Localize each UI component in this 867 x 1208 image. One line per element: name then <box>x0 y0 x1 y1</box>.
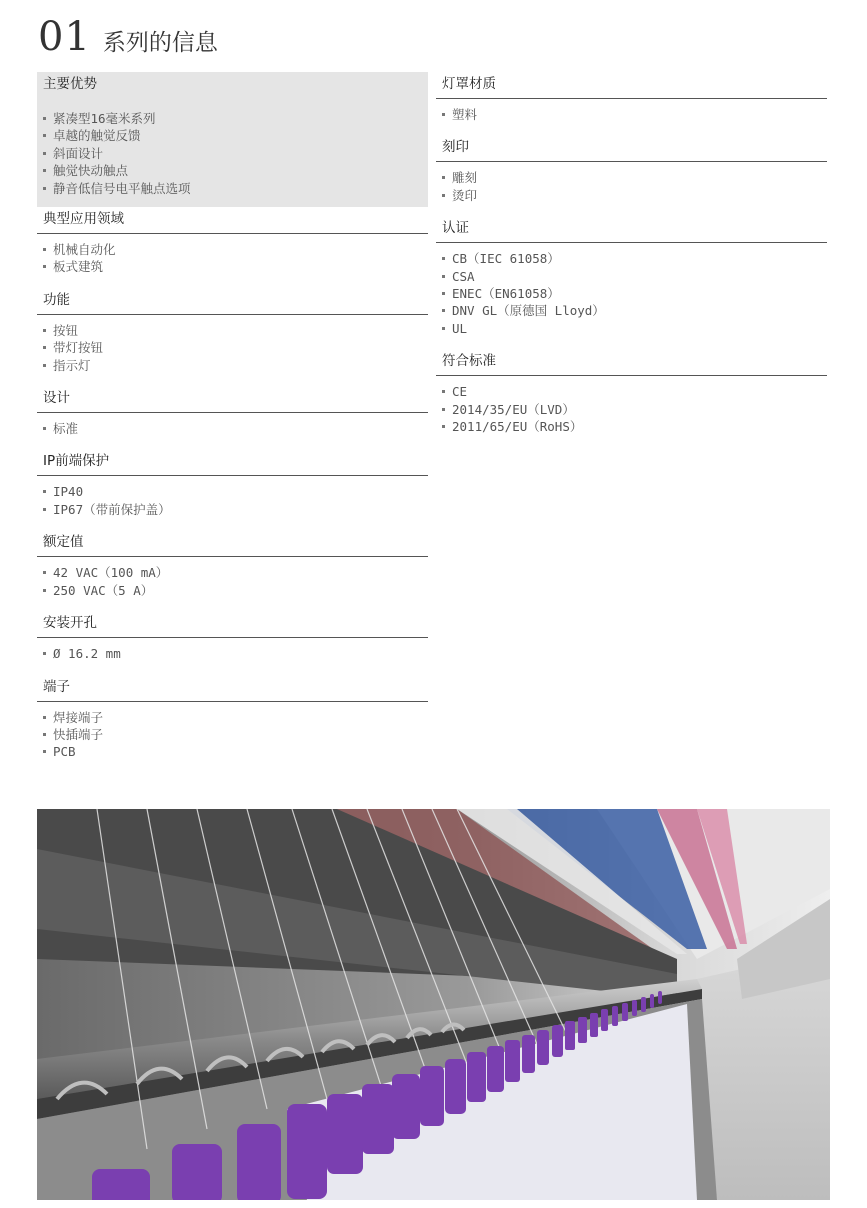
section-heading: 刻印 <box>436 135 827 162</box>
list-item: 2014/35/EU（LVD） <box>442 401 827 418</box>
spinning-mill-illustration <box>37 809 830 1200</box>
spec-list <box>37 476 428 530</box>
list-item: 2011/65/EU（RoHS） <box>442 418 827 435</box>
section-heading: 功能 <box>37 288 428 315</box>
list-item: 带灯按钮 <box>43 339 428 356</box>
section-heading: 主要优势 <box>43 76 97 92</box>
bullet-icon <box>442 425 445 428</box>
list-item: CE <box>442 383 827 400</box>
section-heading: 认证 <box>436 216 827 243</box>
spec-list <box>37 557 428 611</box>
bullet-icon <box>43 152 46 155</box>
bullet-icon <box>442 390 445 393</box>
section-heading: 典型应用领域 <box>37 207 428 234</box>
bullet-icon <box>442 113 445 116</box>
section-title: 系列的信息 <box>102 30 218 56</box>
section-heading: 端子 <box>37 675 428 702</box>
bullet-icon <box>43 346 46 349</box>
bullet-icon <box>43 733 46 736</box>
spec-list <box>37 413 428 449</box>
section-number: 01 <box>38 14 91 60</box>
spec-list <box>436 162 827 216</box>
right-column <box>436 72 827 447</box>
bullet-icon <box>43 750 46 753</box>
spec-section-functions <box>37 288 428 386</box>
list-item: 标准 <box>43 420 428 437</box>
bullet-icon <box>43 571 46 574</box>
textile-machine-photo <box>37 809 830 1200</box>
list-item: 卓越的触觉反馈 <box>43 127 428 144</box>
list-item: 板式建筑 <box>43 258 428 275</box>
list-item: IP40 <box>43 483 428 500</box>
section-heading: 安装开孔 <box>37 611 428 638</box>
spec-section-applications <box>37 207 428 288</box>
bullet-icon <box>43 508 46 511</box>
bullet-icon <box>43 134 46 137</box>
list-item: 静音低信号电平触点选项 <box>43 180 428 197</box>
bullet-icon <box>442 327 445 330</box>
bullet-icon <box>43 427 46 430</box>
list-item: 紧凑型16毫米系列 <box>43 110 428 127</box>
list-item: 焊接端子 <box>43 709 428 726</box>
bullet-icon <box>43 117 46 120</box>
spec-section-design <box>37 386 428 449</box>
spec-list <box>436 243 827 349</box>
bullet-icon <box>442 309 445 312</box>
bullet-icon <box>442 408 445 411</box>
bullet-icon <box>442 194 445 197</box>
spec-list <box>37 234 428 288</box>
list-item: 触觉快动触点 <box>43 162 428 179</box>
section-heading: 灯罩材质 <box>436 72 827 99</box>
list-item: PCB <box>43 743 428 760</box>
list-item: 雕刻 <box>442 169 827 186</box>
spec-list <box>436 99 827 135</box>
bullet-icon <box>43 248 46 251</box>
bullet-icon <box>43 364 46 367</box>
spec-section-ratings <box>37 530 428 611</box>
list-item: CSA <box>442 268 827 285</box>
spec-section-mounting-hole <box>37 611 428 674</box>
spec-section-marking <box>436 135 827 216</box>
section-heading: 额定值 <box>37 530 428 557</box>
list-item: 机械自动化 <box>43 241 428 258</box>
list-item: 塑料 <box>442 106 827 123</box>
bullet-icon <box>43 329 46 332</box>
bullet-icon <box>43 169 46 172</box>
spec-section-lens-material <box>436 72 827 135</box>
bullet-icon <box>442 257 445 260</box>
bullet-icon <box>43 589 46 592</box>
list-item: 指示灯 <box>43 357 428 374</box>
left-column <box>37 72 428 773</box>
list-item: DNV GL（原德国 Lloyd） <box>442 302 827 319</box>
section-heading: IP前端保护 <box>37 449 428 476</box>
bullet-icon <box>442 275 445 278</box>
list-item: UL <box>442 320 827 337</box>
bullet-icon <box>43 652 46 655</box>
list-item: Ø 16.2 mm <box>43 645 428 662</box>
bullet-icon <box>43 265 46 268</box>
list-item: ENEC（EN61058） <box>442 285 827 302</box>
spec-list <box>37 102 428 207</box>
spec-list <box>37 638 428 674</box>
list-item: 烫印 <box>442 187 827 204</box>
list-item: 快插端子 <box>43 726 428 743</box>
spec-section-terminals <box>37 675 428 773</box>
list-item: IP67（带前保护盖） <box>43 501 428 518</box>
list-item: CB（IEC 61058） <box>442 250 827 267</box>
section-heading: 设计 <box>37 386 428 413</box>
bullet-icon <box>43 716 46 719</box>
spec-list <box>436 376 827 447</box>
list-item: 斜面设计 <box>43 145 428 162</box>
spec-section-ip-protection <box>37 449 428 530</box>
list-item: 250 VAC（5 A） <box>43 582 428 599</box>
bullet-icon <box>43 187 46 190</box>
spec-list <box>37 702 428 773</box>
list-item: 按钮 <box>43 322 428 339</box>
list-item: 42 VAC（100 mA） <box>43 564 428 581</box>
bullet-icon <box>442 292 445 295</box>
page-title <box>38 14 218 64</box>
spec-section-certifications <box>436 216 827 349</box>
section-heading: 符合标准 <box>436 349 827 376</box>
spec-section-standards <box>436 349 827 447</box>
bullet-icon <box>442 176 445 179</box>
spec-section-main-advantages <box>37 72 428 207</box>
bullet-icon <box>43 490 46 493</box>
spec-list <box>37 315 428 386</box>
